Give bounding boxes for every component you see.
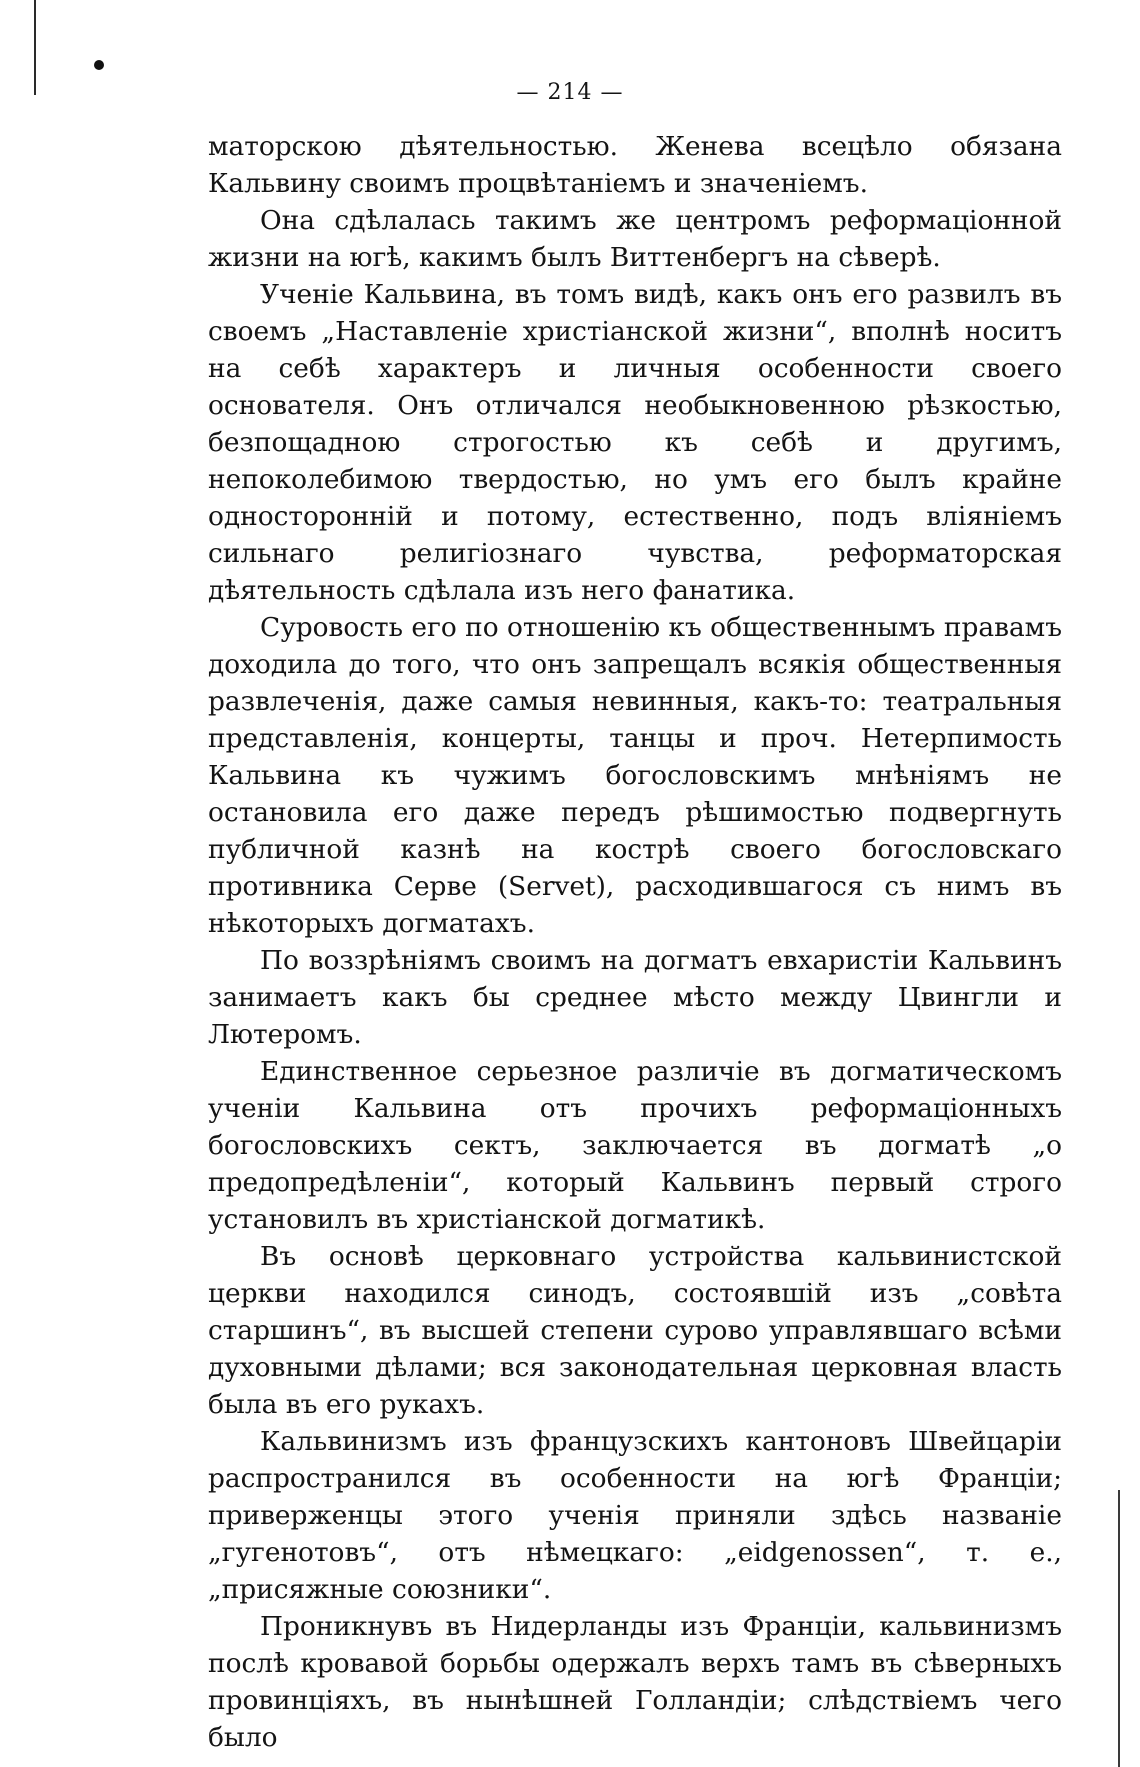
- paragraph-8: Кальвинизмъ изъ французскихъ кантоновъ Швейцаріи распространился въ особенности на югѣ Франціи; приверженцы этого ученія приняли здѣсь названіе „гугенотовъ“, отъ нѣмецкаго: „eidgenossen“, т. е., „присяжные союзники“.: [208, 1426, 1062, 1605]
- paragraph-5: По воззрѣніямъ своимъ на догматъ евхаристіи Кальвинъ занимаетъ какъ бы среднее мѣсто между Цвингли и Лютеромъ.: [208, 945, 1062, 1050]
- paragraph-4: Суровость его по отношенію къ общественнымъ правамъ доходила до того, что онъ запрещалъ всякія общественныя развлеченія, даже самыя невинныя, какъ-то: театральныя представленія, концерты, танцы и проч. Нетерпимость Кальвина къ чужимъ богословскимъ мнѣніямъ не остановила его даже передъ рѣшимостью подвергнуть публичной казнѣ на кострѣ своего богословскаго противника Серве (Servet), расходившагося съ нимъ въ нѣкоторыхъ догматахъ.: [208, 612, 1062, 939]
- ink-dot: [94, 60, 104, 70]
- page-number: — 214 —: [516, 80, 624, 105]
- paragraph-7: Въ основѣ церковнаго устройства кальвинистской церкви находился синодъ, состоявшій изъ „совѣта старшинъ“, въ высшей степени сурово управлявшаго всѣми духовными дѣлами; вся законодательная церковная власть была въ его рукахъ.: [208, 1241, 1062, 1420]
- body-text: [208, 128, 1062, 1756]
- paragraph-6: Единственное серьезное различіе въ догматическомъ ученіи Кальвина отъ прочихъ реформаціонныхъ богословскихъ сектъ, заключается въ догматѣ „о предопредѣленіи“, который Кальвинъ первый строго установилъ въ христіанской догматикѣ.: [208, 1056, 1062, 1235]
- paragraph-1: маторскою дѣятельностью. Женева всецѣло обязана Кальвину своимъ процвѣтаніемъ и значеніемъ.: [208, 131, 1062, 199]
- paragraph-9: Проникнувъ въ Нидерланды изъ Франціи, кальвинизмъ послѣ кровавой борьбы одержалъ верхъ тамъ въ сѣверныхъ провинціяхъ, въ нынѣшней Голландіи; слѣдствіемъ чего было: [208, 1611, 1062, 1753]
- paragraph-3: Ученіе Кальвина, въ томъ видѣ, какъ онъ его развилъ въ своемъ „Наставленіе христіанской жизни“, вполнѣ носитъ на себѣ характеръ и личныя особенности своего основателя. Онъ отличался необыкновенною рѣзкостью, безпощадною строгостью къ себѣ и другимъ, непоколебимою твердостью, но умъ его былъ крайне односторонній и потому, естественно, подъ вліяніемъ сильнаго религіознаго чувства, реформаторская дѣятельность сдѣлала изъ него фанатика.: [208, 279, 1062, 606]
- paragraph-2: Она сдѣлалась такимъ же центромъ реформаціонной жизни на югѣ, какимъ былъ Виттенбергъ на сѣверѣ.: [208, 205, 1062, 273]
- page-edge-right: [1118, 1490, 1120, 1767]
